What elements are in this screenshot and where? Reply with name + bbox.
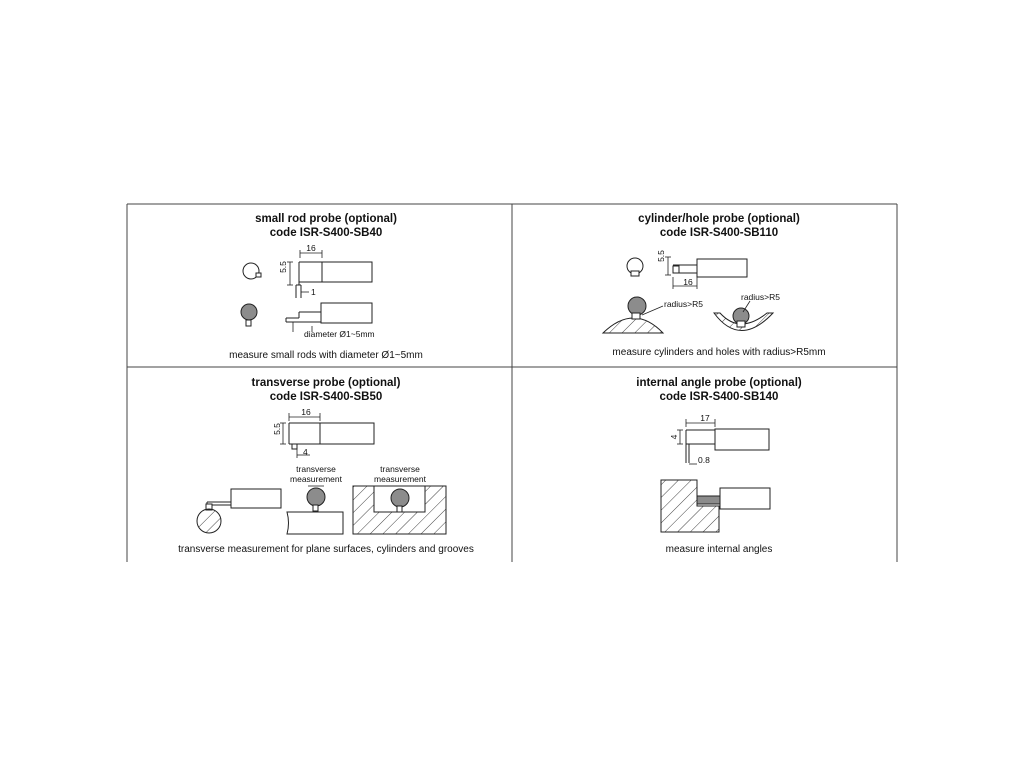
probe-tip-shape bbox=[313, 505, 318, 511]
panel-code: code ISR-S400-SB50 bbox=[269, 391, 383, 403]
angle-workpiece-shape bbox=[661, 480, 719, 532]
probe-body-shape bbox=[231, 489, 281, 508]
probe-tip-shape bbox=[737, 321, 745, 327]
probe-tip-shape bbox=[256, 273, 261, 277]
panel-title: internal angle probe (optional) bbox=[636, 377, 802, 389]
probe-side-view-bottom bbox=[286, 303, 372, 332]
probe-tip-shape bbox=[397, 506, 402, 512]
dim-length: 16 bbox=[306, 243, 316, 253]
panel-title: transverse probe (optional) bbox=[251, 377, 401, 389]
ball-probe-shape bbox=[391, 489, 409, 507]
probe-side-view-top bbox=[287, 250, 372, 298]
panel-caption: measure internal angles bbox=[665, 544, 773, 555]
transverse-note-line1: transverse bbox=[296, 464, 336, 474]
probe-tip-shape bbox=[632, 313, 640, 319]
dim-height: 5.5 bbox=[656, 250, 666, 262]
panel-title: small rod probe (optional) bbox=[255, 213, 397, 225]
transverse-note-line2: measurement bbox=[374, 474, 426, 484]
panel-code: code ISR-S400-SB110 bbox=[659, 227, 779, 239]
plane-surface-shape bbox=[287, 512, 343, 534]
dim-tip: 4 bbox=[303, 447, 308, 457]
probe-tip-shape bbox=[631, 271, 639, 276]
panel-caption: transverse measurement for plane surfaces, cylinders and grooves bbox=[178, 544, 474, 555]
panel-code: code ISR-S400-SB40 bbox=[269, 227, 383, 239]
probe-side-view bbox=[280, 413, 374, 458]
panel-caption: measure cylinders and holes with radius>R5mm bbox=[612, 347, 826, 358]
probe-side-view bbox=[677, 419, 769, 464]
probe-side-view bbox=[665, 257, 747, 289]
ball-probe-shape bbox=[307, 488, 325, 506]
panel-small-rod-probe bbox=[229, 213, 423, 361]
radius-label-right: radius>R5 bbox=[741, 292, 780, 302]
radius-label-left: radius>R5 bbox=[664, 299, 703, 309]
cylinder-section-shape bbox=[197, 509, 221, 533]
dim-height: 5.5 bbox=[278, 261, 288, 273]
panel-title: cylinder/hole probe (optional) bbox=[638, 213, 800, 225]
ball-probe-shape bbox=[628, 297, 646, 315]
panel-code: code ISR-S400-SB140 bbox=[659, 391, 779, 403]
panel-transverse-probe bbox=[178, 377, 474, 555]
panel-cylinder-hole-probe bbox=[603, 213, 826, 358]
dim-length: 16 bbox=[683, 277, 693, 287]
cylinder-section-shape bbox=[603, 318, 663, 333]
panel-internal-angle-probe bbox=[636, 377, 802, 555]
panel-caption: measure small rods with diameter Ø1~5mm bbox=[229, 350, 423, 361]
dim-height: 4 bbox=[669, 434, 679, 440]
dim-tip: 1 bbox=[311, 287, 316, 297]
probe-tip-shape bbox=[697, 496, 720, 504]
dim-height: 5.5 bbox=[272, 423, 282, 435]
transverse-note-line1: transverse bbox=[380, 464, 420, 474]
dim-length: 16 bbox=[301, 407, 311, 417]
transverse-note-line2: measurement bbox=[290, 474, 342, 484]
probe-body-shape bbox=[720, 488, 770, 509]
probe-tip-shape bbox=[246, 320, 251, 326]
dim-tip: 0.8 bbox=[698, 455, 710, 465]
diameter-note: diameter Ø1~5mm bbox=[304, 329, 375, 339]
rod-section-shape bbox=[241, 304, 257, 320]
dim-length: 17 bbox=[700, 413, 710, 423]
